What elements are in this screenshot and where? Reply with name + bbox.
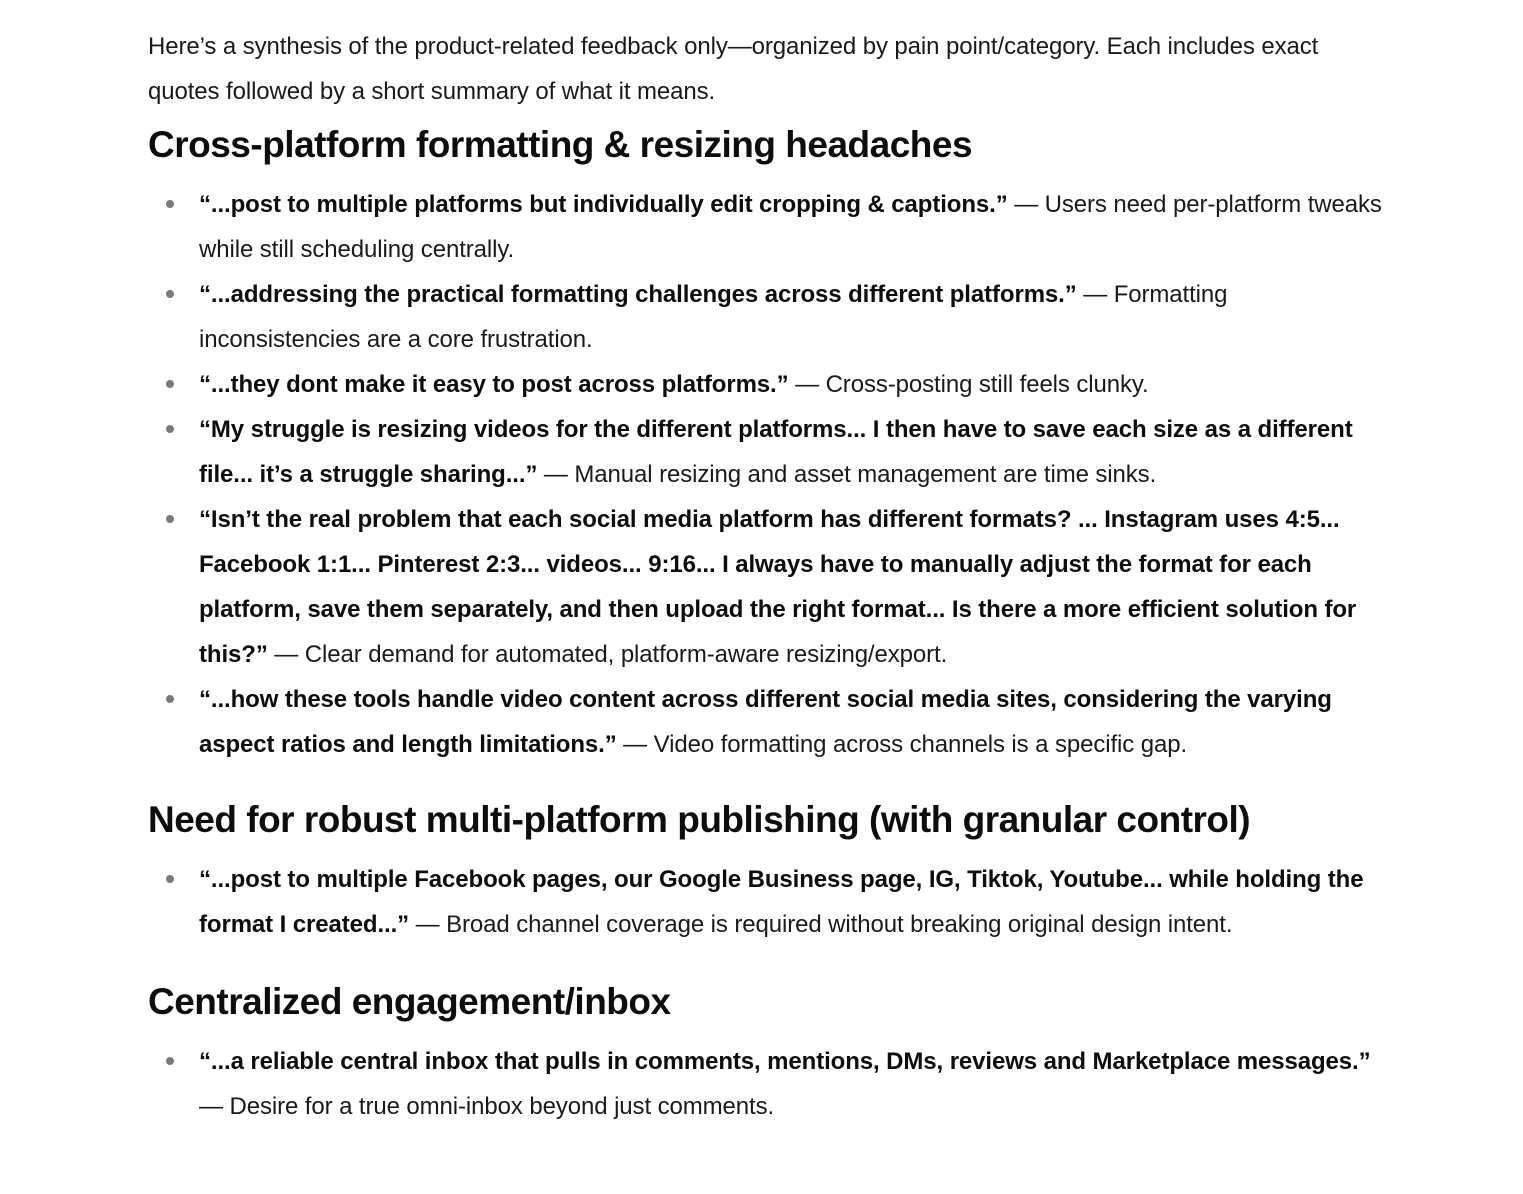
section-cross-platform-formatting xyxy=(148,122,1388,767)
summary-text: — Broad channel coverage is required without breaking original design intent. xyxy=(409,911,1233,938)
list-item xyxy=(199,677,1388,767)
bullet-icon xyxy=(166,290,174,298)
quote-list xyxy=(148,1039,1388,1129)
section-heading: Centralized engagement/inbox xyxy=(148,981,671,1022)
bullet-icon xyxy=(166,380,174,388)
bullet-icon xyxy=(166,425,174,433)
summary-text: — Formatting inconsistencies are a core frustration. xyxy=(199,281,1228,353)
quote-text: “...they dont make it easy to post across platforms.” xyxy=(199,371,789,398)
summary-text: — Users need per-platform tweaks while still scheduling centrally. xyxy=(199,191,1382,263)
summary-text: — Clear demand for automated, platform-aware resizing/export. xyxy=(267,641,948,668)
summary-text: — Desire for a true omni-inbox beyond just comments. xyxy=(199,1093,775,1120)
section-multi-platform-publishing xyxy=(148,797,1388,947)
bullet-icon xyxy=(166,1057,174,1065)
quote-list xyxy=(148,182,1388,767)
intro-paragraph: Here’s a synthesis of the product-related feedback only—organized by pain point/category. Each includes exact quotes followed by a short summary of what it means. xyxy=(148,33,1319,105)
bullet-icon xyxy=(166,695,174,703)
quote-text: “...post to multiple Facebook pages, our Google Business page, IG, Tiktok, Youtube... while holding the format I created...” xyxy=(199,866,1364,938)
bullet-icon xyxy=(166,875,174,883)
section-heading: Cross-platform formatting & resizing headaches xyxy=(148,124,973,165)
quote-list xyxy=(148,857,1388,947)
section-heading: Need for robust multi-platform publishing (with granular control) xyxy=(148,799,1251,840)
list-item xyxy=(199,1039,1388,1129)
quote-text: “...a reliable central inbox that pulls in comments, mentions, DMs, reviews and Marketplace messages.” xyxy=(199,1048,1371,1075)
list-item xyxy=(199,407,1388,497)
list-item xyxy=(199,272,1388,362)
quote-text: “...post to multiple platforms but individually edit cropping & captions.” xyxy=(199,191,1008,218)
summary-text: — Video formatting across channels is a specific gap. xyxy=(616,731,1188,758)
document-body xyxy=(148,24,1388,1129)
summary-text: — Manual resizing and asset management are time sinks. xyxy=(537,461,1157,488)
bullet-icon xyxy=(166,200,174,208)
list-item xyxy=(199,497,1388,677)
list-item xyxy=(199,182,1388,272)
quote-text: “...how these tools handle video content across different social media sites, considering the varying aspect ratios and length limitations.” xyxy=(199,686,1332,758)
quote-text: “My struggle is resizing videos for the different platforms... I then have to save each size as a different file... it’s a struggle sharing...” xyxy=(199,416,1353,488)
section-centralized-inbox xyxy=(148,979,1388,1129)
list-item xyxy=(199,362,1388,407)
bullet-icon xyxy=(166,515,174,523)
list-item xyxy=(199,857,1388,947)
quote-text: “Isn’t the real problem that each social media platform has different formats? ... Instagram uses 4:5... Facebook 1:1... Pinterest 2:3... videos... 9:16... I always have to manually adjust the format for each platform, save them separately, and then upload the right format... Is there a more efficient solution for this?” xyxy=(199,506,1357,668)
quote-text: “...addressing the practical formatting challenges across different platforms.” xyxy=(199,281,1077,308)
summary-text: — Cross-posting still feels clunky. xyxy=(788,371,1149,398)
